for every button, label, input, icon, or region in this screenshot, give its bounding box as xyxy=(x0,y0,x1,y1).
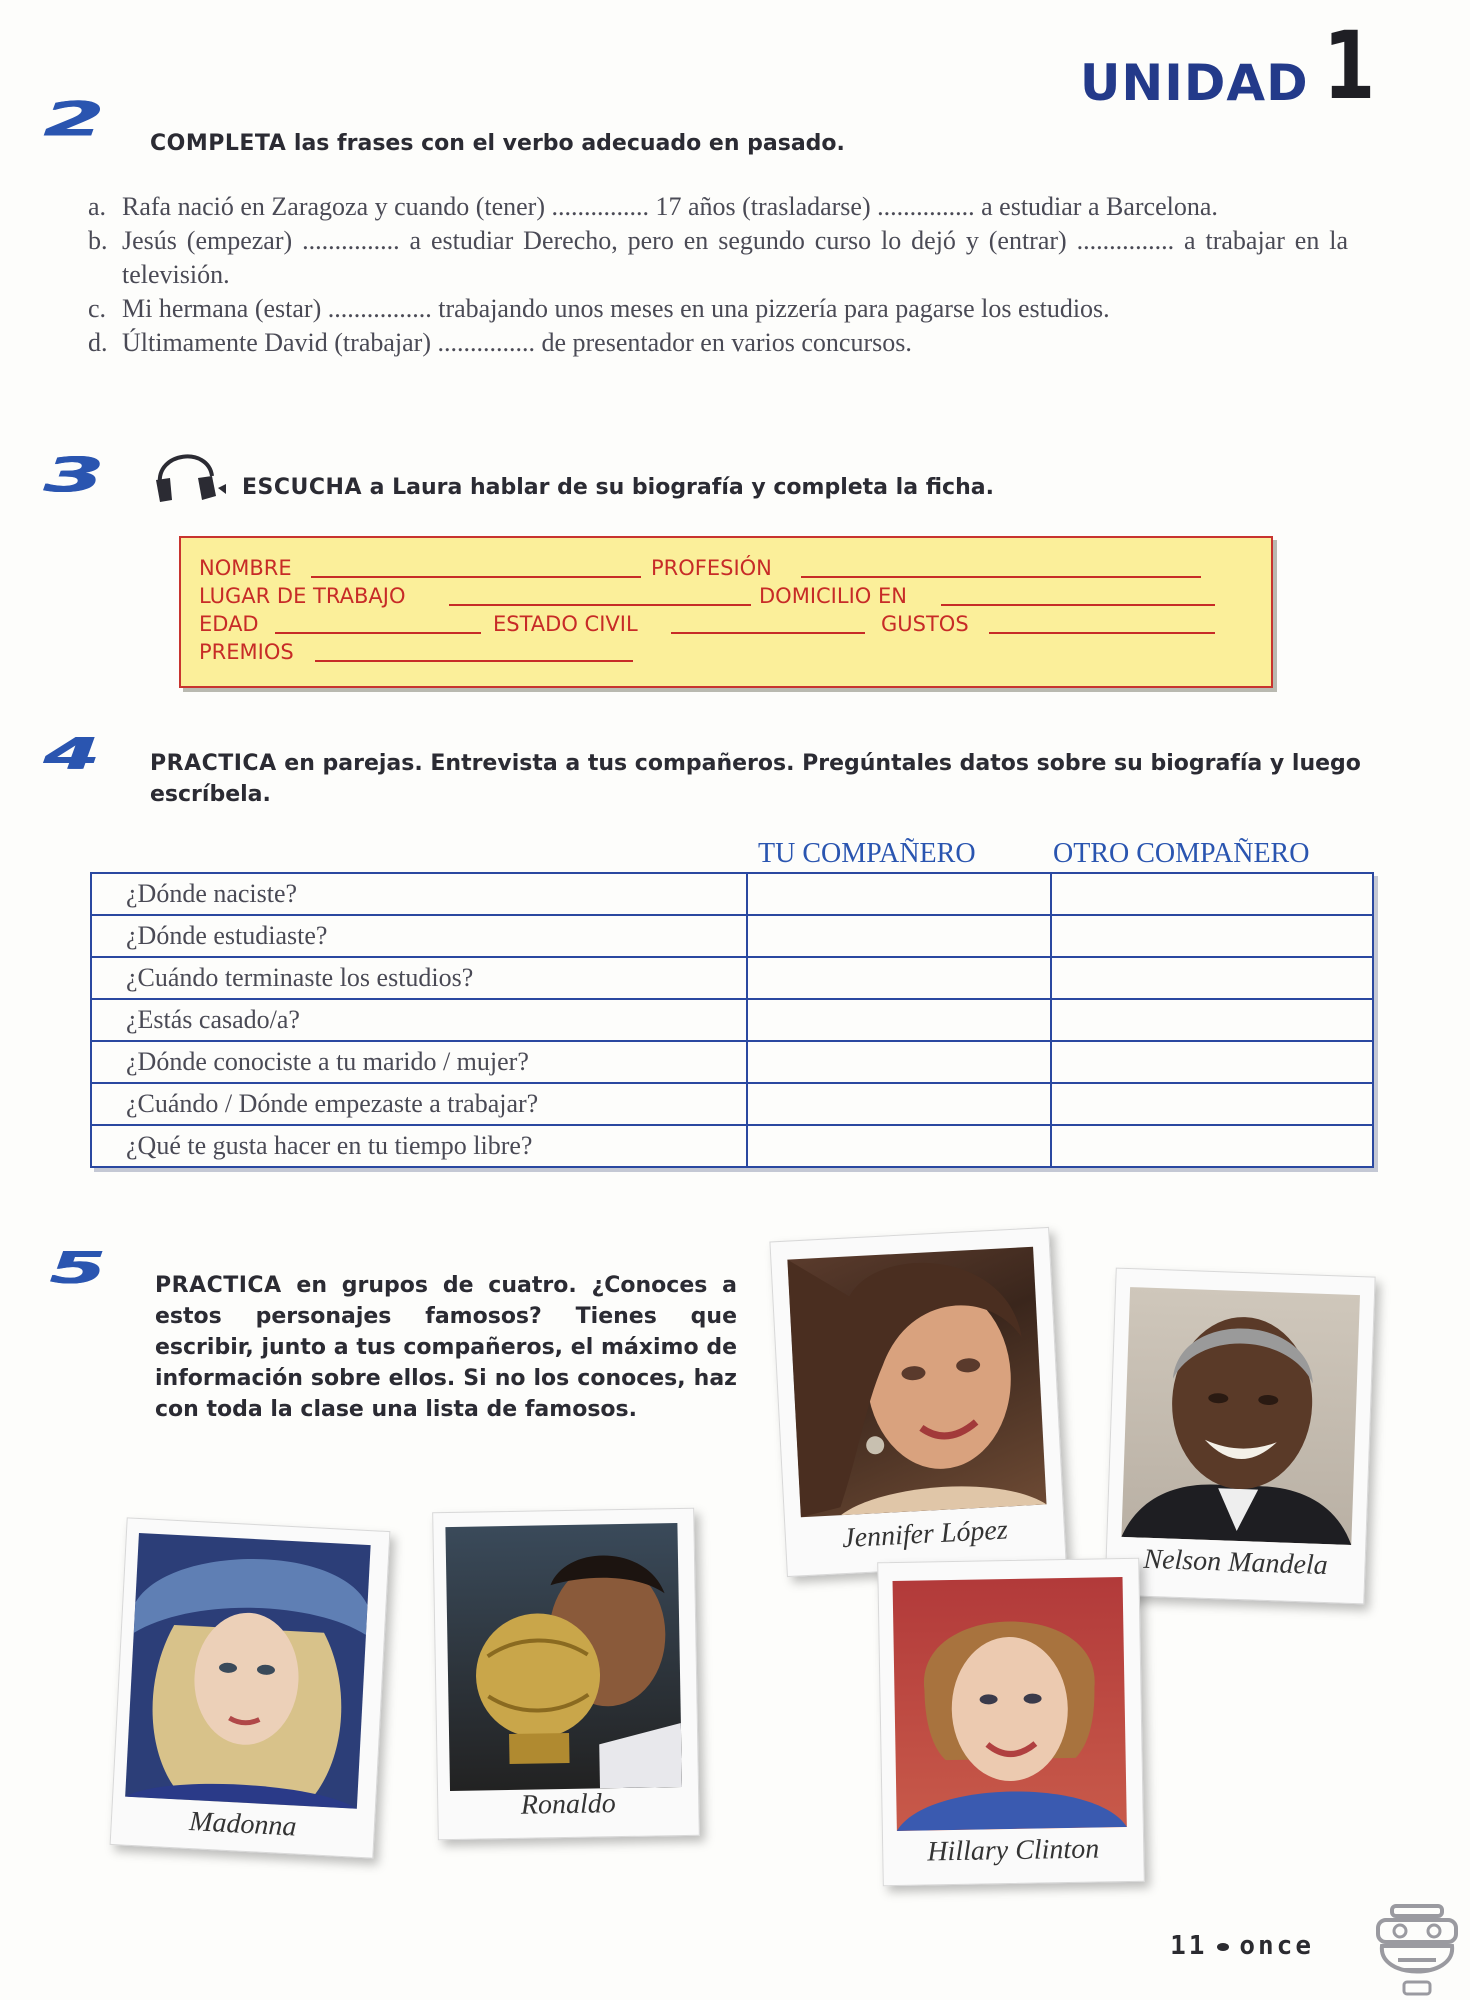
ex2-keyword: COMPLETA xyxy=(150,131,287,156)
unit-title: UNIDAD xyxy=(1079,54,1309,112)
label-lugar-trabajo: LUGAR DE TRABAJO xyxy=(199,584,406,608)
table-row xyxy=(91,957,1373,999)
field-nombre[interactable] xyxy=(311,576,641,578)
table-row xyxy=(91,1041,1373,1083)
ex4-instruction xyxy=(150,748,1370,810)
table-row xyxy=(91,1083,1373,1125)
answer-cell-tu[interactable] xyxy=(747,999,1051,1041)
field-estado-civil[interactable] xyxy=(671,632,865,634)
answer-cell-tu[interactable] xyxy=(747,957,1051,999)
question-cell: ¿Cuándo terminaste los estudios? xyxy=(91,957,747,999)
answer-cell-otro[interactable] xyxy=(1051,873,1373,915)
field-lugar-trabajo[interactable] xyxy=(449,604,751,606)
column-header-otro-companero: OTRO COMPAÑERO xyxy=(1053,838,1310,869)
caption-hillary-clinton: Hillary Clinton xyxy=(927,1833,1100,1868)
portrait-hillary-clinton xyxy=(893,1577,1127,1831)
answer-cell-tu[interactable] xyxy=(747,1125,1051,1167)
interview-table xyxy=(90,872,1374,1168)
page-number-word: once xyxy=(1239,1931,1314,1961)
section-number-3: 3 xyxy=(44,448,104,504)
page-footer xyxy=(1170,1931,1314,1961)
caption-madonna: Madonna xyxy=(188,1806,298,1843)
ex3-instruction xyxy=(242,472,994,503)
field-profesion[interactable] xyxy=(801,576,1201,578)
answer-cell-otro[interactable] xyxy=(1051,1125,1373,1167)
table-row xyxy=(91,873,1373,915)
table-row xyxy=(91,1125,1373,1167)
headphones-icon xyxy=(146,444,228,506)
section-number-5: 5 xyxy=(50,1242,106,1294)
field-gustos[interactable] xyxy=(989,632,1215,634)
ex2-instruction xyxy=(150,128,845,159)
ex2-instruction-text: las frases con el verbo adecuado en pasado. xyxy=(286,131,845,156)
page-number: 11 xyxy=(1170,1931,1208,1961)
field-domicilio[interactable] xyxy=(941,604,1215,606)
footer-bullet xyxy=(1217,1943,1229,1951)
ex3-keyword: ESCUCHA xyxy=(242,475,362,500)
label-gustos: GUSTOS xyxy=(881,612,969,636)
label-edad: EDAD xyxy=(199,612,259,636)
question-cell: ¿Estás casado/a? xyxy=(91,999,747,1041)
answer-cell-tu[interactable] xyxy=(747,915,1051,957)
label-profesion: PROFESIÓN xyxy=(651,556,772,580)
photo-card-nelson-mandela xyxy=(1104,1268,1375,1605)
ex5-keyword: PRACTICA xyxy=(155,1273,282,1298)
field-premios[interactable] xyxy=(315,660,633,662)
section-number-4: 4 xyxy=(44,728,100,780)
answer-cell-otro[interactable] xyxy=(1051,1041,1373,1083)
sentence-a: a. Rafa nació en Zaragoza y cuando (tener) ............... 17 años (trasladarse) ............... a estudiar a Barcelona. xyxy=(88,192,1218,221)
answer-cell-otro[interactable] xyxy=(1051,915,1373,957)
column-header-tu-companero: TU COMPAÑERO xyxy=(758,838,976,869)
answer-cell-tu[interactable] xyxy=(747,1083,1051,1125)
sentence-b: b. Jesús (empezar) ............... a estudiar Derecho, pero en segundo curso lo dejó y (entrar) ............... a trabajar en la televisión. xyxy=(88,226,1348,289)
question-cell: ¿Dónde estudiaste? xyxy=(91,915,747,957)
question-cell: ¿Dónde naciste? xyxy=(91,873,747,915)
photo-card-hillary-clinton xyxy=(877,1558,1145,1887)
question-cell: ¿Qué te gusta hacer en tu tiempo libre? xyxy=(91,1125,747,1167)
portrait-madonna xyxy=(125,1533,370,1809)
label-premios: PREMIOS xyxy=(199,640,294,664)
photo-card-madonna xyxy=(110,1517,391,1858)
photo-card-ronaldo xyxy=(432,1508,700,1841)
table-row xyxy=(91,999,1373,1041)
label-estado-civil: ESTADO CIVIL xyxy=(493,612,638,636)
answer-cell-otro[interactable] xyxy=(1051,999,1373,1041)
ex5-instruction-text: en grupos de cuatro. ¿Conoces a estos personajes famosos? Tienes que escribir, junto a tus compañeros, el máximo de información sobre ellos. Si no los conoces, haz con toda la clase una lista de famosos. xyxy=(155,1273,737,1422)
sentence-c: c. Mi hermana (estar) ................ trabajando unos meses en una pizzería para pagarse los estudios. xyxy=(88,294,1110,323)
portrait-nelson-mandela xyxy=(1121,1287,1360,1545)
label-nombre: NOMBRE xyxy=(199,556,292,580)
biography-form xyxy=(179,536,1273,688)
caption-jennifer-lopez: Jennifer López xyxy=(841,1514,1009,1555)
portrait-ronaldo xyxy=(445,1523,682,1791)
aztec-mask-icon xyxy=(1368,1900,1466,1998)
label-domicilio: DOMICILIO EN xyxy=(759,584,907,608)
ex2-sentence-list xyxy=(88,190,1348,360)
question-cell: ¿Cuándo / Dónde empezaste a trabajar? xyxy=(91,1083,747,1125)
ex3-instruction-text: a Laura hablar de su biografía y completa la ficha. xyxy=(361,475,994,500)
photo-card-jennifer-lopez xyxy=(769,1227,1066,1577)
field-edad[interactable] xyxy=(275,632,481,634)
ex4-instruction-text: en parejas. Entrevista a tus compañeros. Pregúntales datos sobre su biografía y luego escríbela. xyxy=(150,751,1361,807)
section-number-2: 2 xyxy=(44,92,104,148)
caption-nelson-mandela: Nelson Mandela xyxy=(1142,1543,1329,1582)
unit-number: 1 xyxy=(1322,12,1375,121)
table-row xyxy=(91,915,1373,957)
answer-cell-tu[interactable] xyxy=(747,873,1051,915)
sentence-d: d. Últimamente David (trabajar) ............... de presentador en varios concursos. xyxy=(88,328,912,357)
answer-cell-otro[interactable] xyxy=(1051,1083,1373,1125)
portrait-jennifer-lopez xyxy=(787,1247,1046,1518)
caption-ronaldo: Ronaldo xyxy=(520,1788,616,1821)
ex4-keyword: PRACTICA xyxy=(150,751,277,776)
question-cell: ¿Dónde conociste a tu marido / mujer? xyxy=(91,1041,747,1083)
answer-cell-otro[interactable] xyxy=(1051,957,1373,999)
unit-header xyxy=(1079,12,1388,121)
ex5-instruction xyxy=(155,1270,737,1425)
answer-cell-tu[interactable] xyxy=(747,1041,1051,1083)
